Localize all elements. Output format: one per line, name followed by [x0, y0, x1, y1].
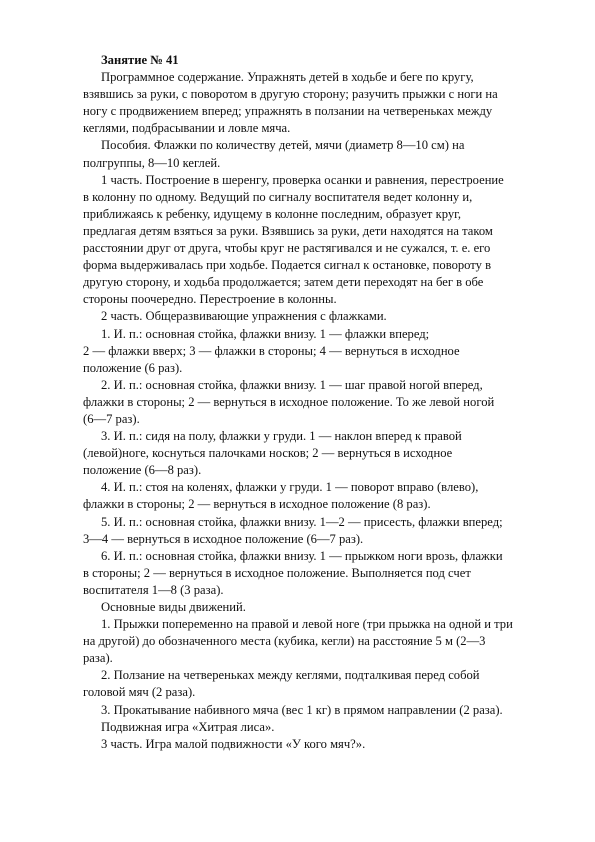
- text-line: кеглями, подбрасывании и ловле мяча.: [83, 121, 291, 136]
- paragraph-main-movements-heading: [101, 599, 551, 616]
- text-line: раза).: [83, 651, 113, 666]
- paragraph-part-3: [101, 736, 551, 753]
- text-line: флажки в стороны; 2 — вернуться в исходное положение (8 раз).: [83, 497, 431, 512]
- paragraph-exercise-5: [83, 514, 551, 548]
- text-line: на другой) до обозначенного места (кубика, кегли) на расстояние 5 м (2—3: [83, 634, 486, 649]
- text-line: предлагая детям взяться за руки. Взявшись за руки, дети находятся на таком: [83, 223, 493, 238]
- paragraph-exercise-4: [83, 479, 551, 513]
- text-line: Программное содержание. Упражнять детей в ходьбе и беге по кругу,: [101, 70, 474, 85]
- text-line: в колонну по одному. Ведущий по сигналу воспитателя ведет колонну и,: [83, 189, 473, 204]
- text-line: Подвижная игра «Хитрая лиса».: [101, 719, 275, 734]
- paragraph-exercise-2: [83, 377, 551, 428]
- text-line: Основные виды движений.: [101, 600, 246, 614]
- text-line: 2. Ползание на четвереньках между кеглями, подталкивая перед собой: [101, 668, 480, 683]
- paragraph-part-1: [83, 172, 551, 309]
- text-line: 2. И. п.: основная стойка, флажки внизу. 1 — шаг правой ногой вперед,: [101, 377, 483, 392]
- text-line: 1. И. п.: основная стойка, флажки внизу. 1 — флажки вперед;: [101, 326, 430, 341]
- text-line: 3. И. п.: сидя на полу, флажки у груди. 1 — наклон вперед к правой: [101, 429, 462, 444]
- text-line: (6—7 раз).: [83, 411, 140, 426]
- text-line: воспитателя 1—8 (3 раза).: [83, 582, 224, 597]
- text-line: флажки в стороны; 2 — вернуться в исходное положение. То же левой ногой: [83, 394, 495, 409]
- paragraph-part-2: [101, 308, 551, 325]
- text-line: 5. И. п.: основная стойка, флажки внизу. 1—2 — присесть, флажки вперед;: [101, 514, 503, 529]
- text-line: стороны поочередно. Перестроение в колонны.: [83, 292, 337, 307]
- text-line: 3—4 — вернуться в исходное положение (6—7 раз).: [83, 531, 364, 546]
- text-line: 1. Прыжки попеременно на правой и левой ноге (три прыжка на одной и три: [101, 617, 513, 632]
- text-line: (левой)ноге, коснуться палочками носков; 2 — вернуться в исходное: [83, 446, 453, 461]
- page-title: Занятие № 41: [101, 53, 179, 67]
- text-line: в стороны; 2 — вернуться в исходное положение. Выполняется под счет: [83, 565, 471, 580]
- text-line: полгруппы, 8—10 кеглей.: [83, 155, 221, 170]
- paragraph-outdoor-game: [101, 719, 551, 736]
- text-line: 2 часть. Общеразвивающие упражнения с флажками.: [101, 309, 387, 324]
- text-line: 3 часть. Игра малой подвижности «У кого мяч?».: [101, 736, 366, 751]
- paragraph-program-content: [83, 69, 551, 137]
- text-line: головой мяч (2 раза).: [83, 685, 196, 700]
- text-line: другую сторону, и ходьба продолжается; затем дети переходят на бег в обе: [83, 275, 484, 290]
- text-line: ногу с продвижением вперед; упражнять в ползании на четвереньках между: [83, 104, 493, 119]
- paragraph-exercise-1: [83, 326, 551, 377]
- paragraph-exercise-6: [83, 548, 551, 599]
- text-line: положение (6—8 раз).: [83, 463, 202, 478]
- text-line: положение (6 раз).: [83, 360, 183, 375]
- text-line: взявшись за руки, с поворотом в другую сторону; разучить прыжки с ноги на: [83, 87, 498, 102]
- document-content: [83, 52, 551, 753]
- text-line: 3. Прокатывание набивного мяча (вес 1 кг) в прямом направлении (2 раза).: [101, 702, 503, 717]
- text-line: 2 — флажки вверх; 3 — флажки в стороны; 4 — вернуться в исходное: [83, 343, 460, 358]
- paragraph-movement-3: [101, 702, 551, 719]
- text-line: 4. И. п.: стоя на коленях, флажки у груди. 1 — поворот вправо (влево),: [101, 480, 479, 495]
- paragraph-movement-2: [83, 667, 551, 701]
- text-line: 6. И. п.: основная стойка, флажки внизу. 1 — прыжком ноги врозь, флажки: [101, 548, 503, 563]
- text-line: Пособия. Флажки по количеству детей, мячи (диаметр 8—10 см) на: [101, 138, 465, 153]
- text-line: 1 часть. Построение в шеренгу, проверка осанки и равнения, перестроение: [101, 172, 504, 187]
- paragraph-materials: [83, 137, 551, 171]
- paragraph-movement-1: [83, 616, 551, 667]
- paragraph-exercise-3: [83, 428, 551, 479]
- text-line: приближаясь к ребенку, идущему в колонне последним, образует круг,: [83, 206, 462, 221]
- text-line: расстоянии друг от друга, чтобы круг не растягивался и не сужался, т. е. его: [83, 241, 491, 256]
- text-line: форма выдерживалась при ходьбе. Подается сигнал к остановке, повороту в: [83, 258, 492, 273]
